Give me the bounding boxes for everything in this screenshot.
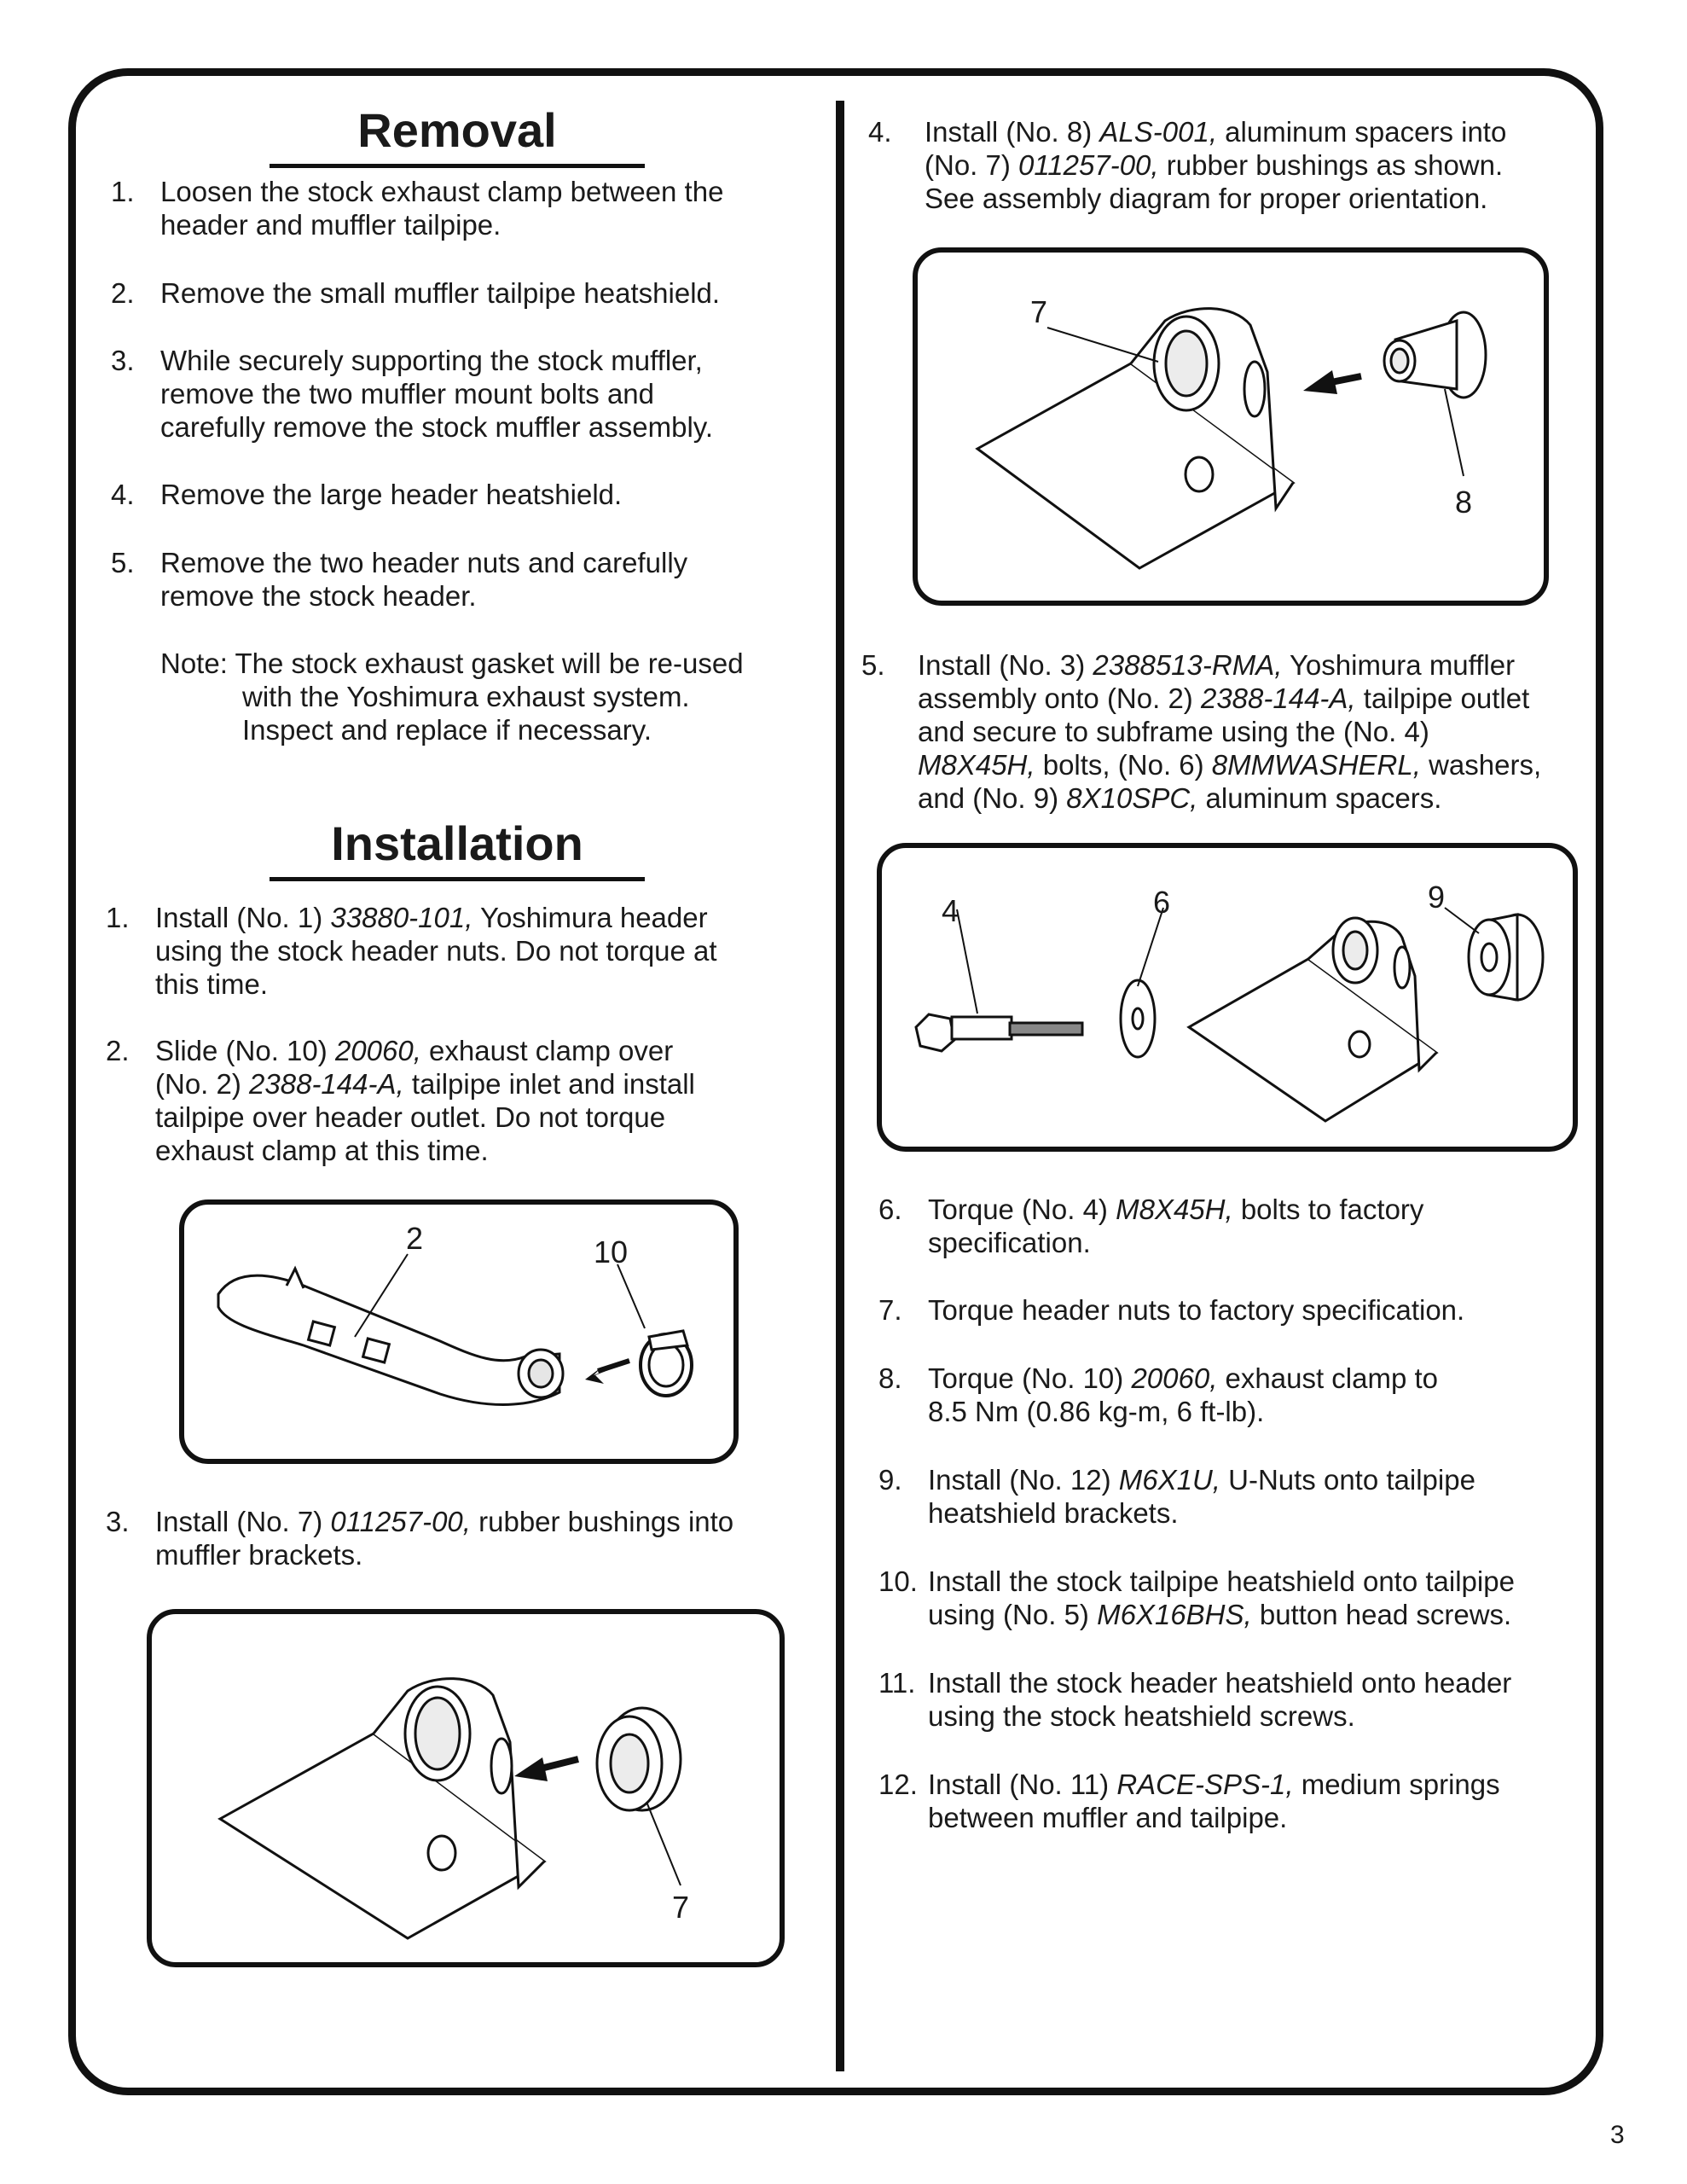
callout-spacer: 8 (1455, 485, 1473, 520)
callout-bushing: 7 (672, 1890, 690, 1925)
install-step-6: 6. Torque (No. 4) M8X45H, bolts to factory specification. (878, 1194, 1424, 1258)
removal-title: Removal (270, 104, 645, 168)
callout-bolt: 4 (942, 893, 959, 928)
callout-bushing-top: 7 (1029, 294, 1047, 329)
install-step-4: 4. Install (No. 8) ALS-001, aluminum spacers into (No. 7) 011257-00, rubber bushings as shown. See assembly diagram for proper orientation. (868, 116, 1507, 214)
install-step-12: 12. Install (No. 11) RACE-SPS-1, medium springs between muffler and tailpipe. (878, 1769, 1500, 1833)
spacer-illustration (918, 253, 1549, 606)
removal-step-5: 5. Remove the two header nuts and carefully remove the stock header. (111, 547, 688, 612)
installation-title: Installation (270, 817, 645, 881)
install-step-1: 1. Install (No. 1) 33880-101, Yoshimura header using the stock header nuts. Do not torque at this time. (106, 902, 717, 1000)
removal-step-3: 3. While securely supporting the stock muffler, remove the two muffler mount bolts and carefully remove the stock muffler assembly. (111, 345, 714, 443)
install-step-10: 10. Install the stock tailpipe heatshield onto tailpipe using (No. 5) M6X16BHS, button head screws. (878, 1565, 1515, 1630)
bushing-diagram (147, 1609, 785, 1967)
install-step-5: 5. Install (No. 3) 2388513-RMA, Yoshimura muffler assembly onto (No. 2) 2388-144-A, tailpipe outlet and secure to subframe using the (No. 4) M8X45H, bolts, (No. 6) 8MMWASHERL, washers, and (No. 9) 8X10SPC, aluminum spacers. (861, 649, 1542, 814)
tailpipe-clamp-diagram (179, 1199, 739, 1464)
install-step-8: 8. Torque (No. 10) 20060, exhaust clamp to 8.5 Nm (0.86 kg-m, 6 ft-lb). (878, 1362, 1439, 1427)
bushing-illustration (152, 1614, 785, 1967)
callout-clamp: 10 (594, 1234, 629, 1269)
spacer-diagram (913, 247, 1549, 606)
callout-washer: 6 (1153, 885, 1171, 920)
mount-hardware-diagram (877, 843, 1578, 1152)
install-step-11: 11. Install the stock header heatshield onto header using the stock heatshield screws. (878, 1667, 1512, 1732)
removal-note: Note: The stock exhaust gasket will be re-used with the Yoshimura exhaust system. Inspect and replace if necessary. (160, 648, 744, 746)
removal-step-2: 2. Remove the small muffler tailpipe heatshield. (111, 277, 721, 309)
page-number: 3 (1610, 2121, 1625, 2149)
install-step-3: 3. Install (No. 7) 011257-00, rubber bushings into muffler brackets. (106, 1506, 734, 1571)
install-step-2: 2. Slide (No. 10) 20060, exhaust clamp over (No. 2) 2388-144-A, tailpipe inlet and install tailpipe over header outlet. Do not torque exhaust clamp at this time. (106, 1035, 695, 1166)
callout-pipe: 2 (406, 1221, 424, 1256)
install-step-9: 9. Install (No. 12) M6X1U, U-Nuts onto tailpipe heatshield brackets. (878, 1464, 1475, 1529)
mount-hardware-illustration (882, 848, 1578, 1152)
removal-step-4: 4. Remove the large header heatshield. (111, 479, 623, 510)
tailpipe-illustration (184, 1205, 739, 1464)
install-step-7: 7. Torque header nuts to factory specification. (878, 1294, 1465, 1326)
removal-step-1: 1. Loosen the stock exhaust clamp between the header and muffler tailpipe. (111, 176, 724, 241)
column-divider (836, 101, 844, 2071)
callout-mount-spacer: 9 (1428, 880, 1446, 915)
